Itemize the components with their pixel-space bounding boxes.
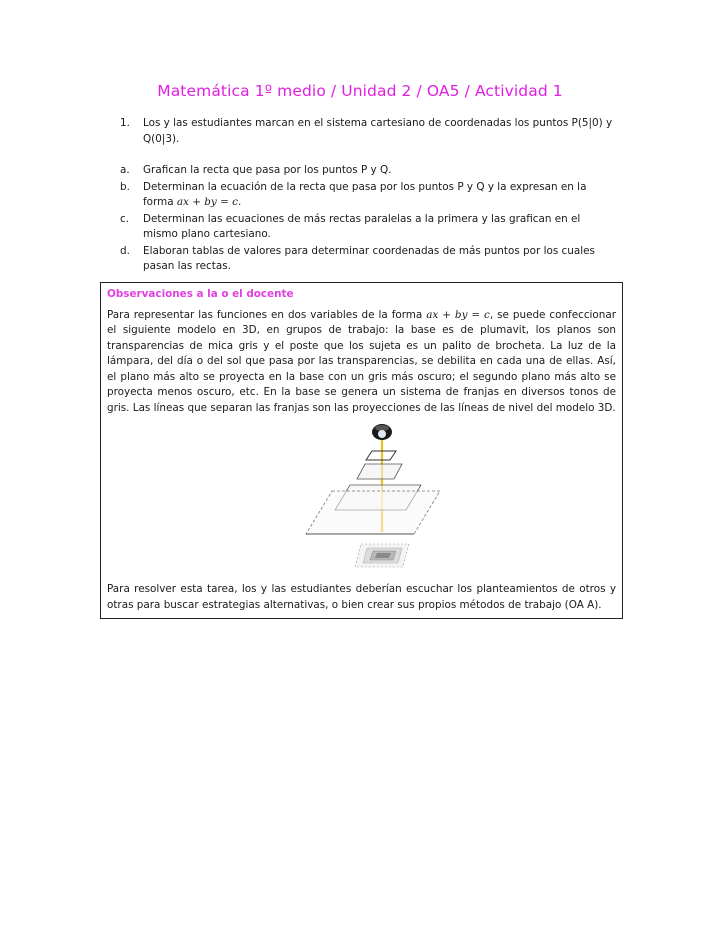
paragraph-before: Para representar las funciones en dos variables de la forma: [107, 308, 427, 321]
step-text: Determinan las ecuaciones de más rectas paralelas a la primera y las grafican en el mismo plano cartesiano.: [143, 212, 581, 240]
plane-2: [357, 464, 402, 479]
activity-item-1: [120, 116, 615, 147]
step-text: [143, 180, 615, 211]
list-marker: 1.: [120, 117, 130, 129]
observations-closing: Para resolver esta tarea, los y las estudiantes deberían escuchar los planteamientos de otros y otras para buscar estrategias alternativas, o bien crear sus propios métodos de trabajo (OA A).: [107, 583, 616, 611]
base-projection: [355, 544, 409, 567]
list-marker: d.: [120, 244, 130, 257]
model-3d-illustration: [107, 422, 616, 572]
lamp-icon: [372, 424, 392, 440]
step-text: Elaboran tablas de valores para determinar coordenadas de más puntos por los cuales pasan las rectas.: [143, 244, 595, 272]
list-marker: b.: [120, 180, 130, 193]
plane-4: [306, 491, 440, 534]
list-marker: a.: [120, 164, 130, 176]
step-text: Grafican la recta que pasa por los puntos P y Q.: [143, 164, 392, 176]
teacher-observations-box: [100, 282, 623, 619]
model-3d-figure: [107, 422, 616, 572]
step-c: [120, 212, 615, 243]
step-a: [120, 163, 615, 179]
activity-intro: Los y las estudiantes marcan en el sistema cartesiano de coordenadas los puntos P(5|0) y Q(0|3).: [143, 117, 613, 145]
step-text-after: .: [237, 196, 242, 208]
activity-steps: [120, 163, 615, 275]
step-b: [120, 180, 615, 211]
paragraph-after: , se puede confeccionar el siguiente modelo en 3D, en grupos de trabajo: la base es de plumavit, los planos son transparencias de mica gris y el poste que los sujeta es un palito de brocheta. La luz de la lámpara, del día o del sol que pasa por las transparencias, se debilita en cada una de ellas. Así, el plano más alto se proyecta en la base con un gris más oscuro; el segundo plano más alto se proyecta menos oscuro, etc. En la base se genera un sistema de franjas en diversos tonos de gris. Las líneas que separan las franjas son las proyecciones de las líneas de nivel del modelo 3D.: [107, 308, 616, 414]
list-marker: c.: [120, 212, 130, 225]
page-title: Matemática 1º medio / Unidad 2 / OA5 / Actividad 1: [157, 82, 563, 100]
activity-list: [120, 116, 615, 276]
observations-paragraph: [107, 308, 616, 417]
step-d: [120, 244, 615, 275]
step-text-before: Determinan la ecuación de la recta que pasa por los puntos P y Q y la expresan en la forma: [143, 180, 587, 208]
equation: ax + by = c: [426, 308, 490, 321]
equation: ax + by = c: [176, 196, 238, 208]
observations-title: Observaciones a la o el docente: [107, 288, 294, 300]
